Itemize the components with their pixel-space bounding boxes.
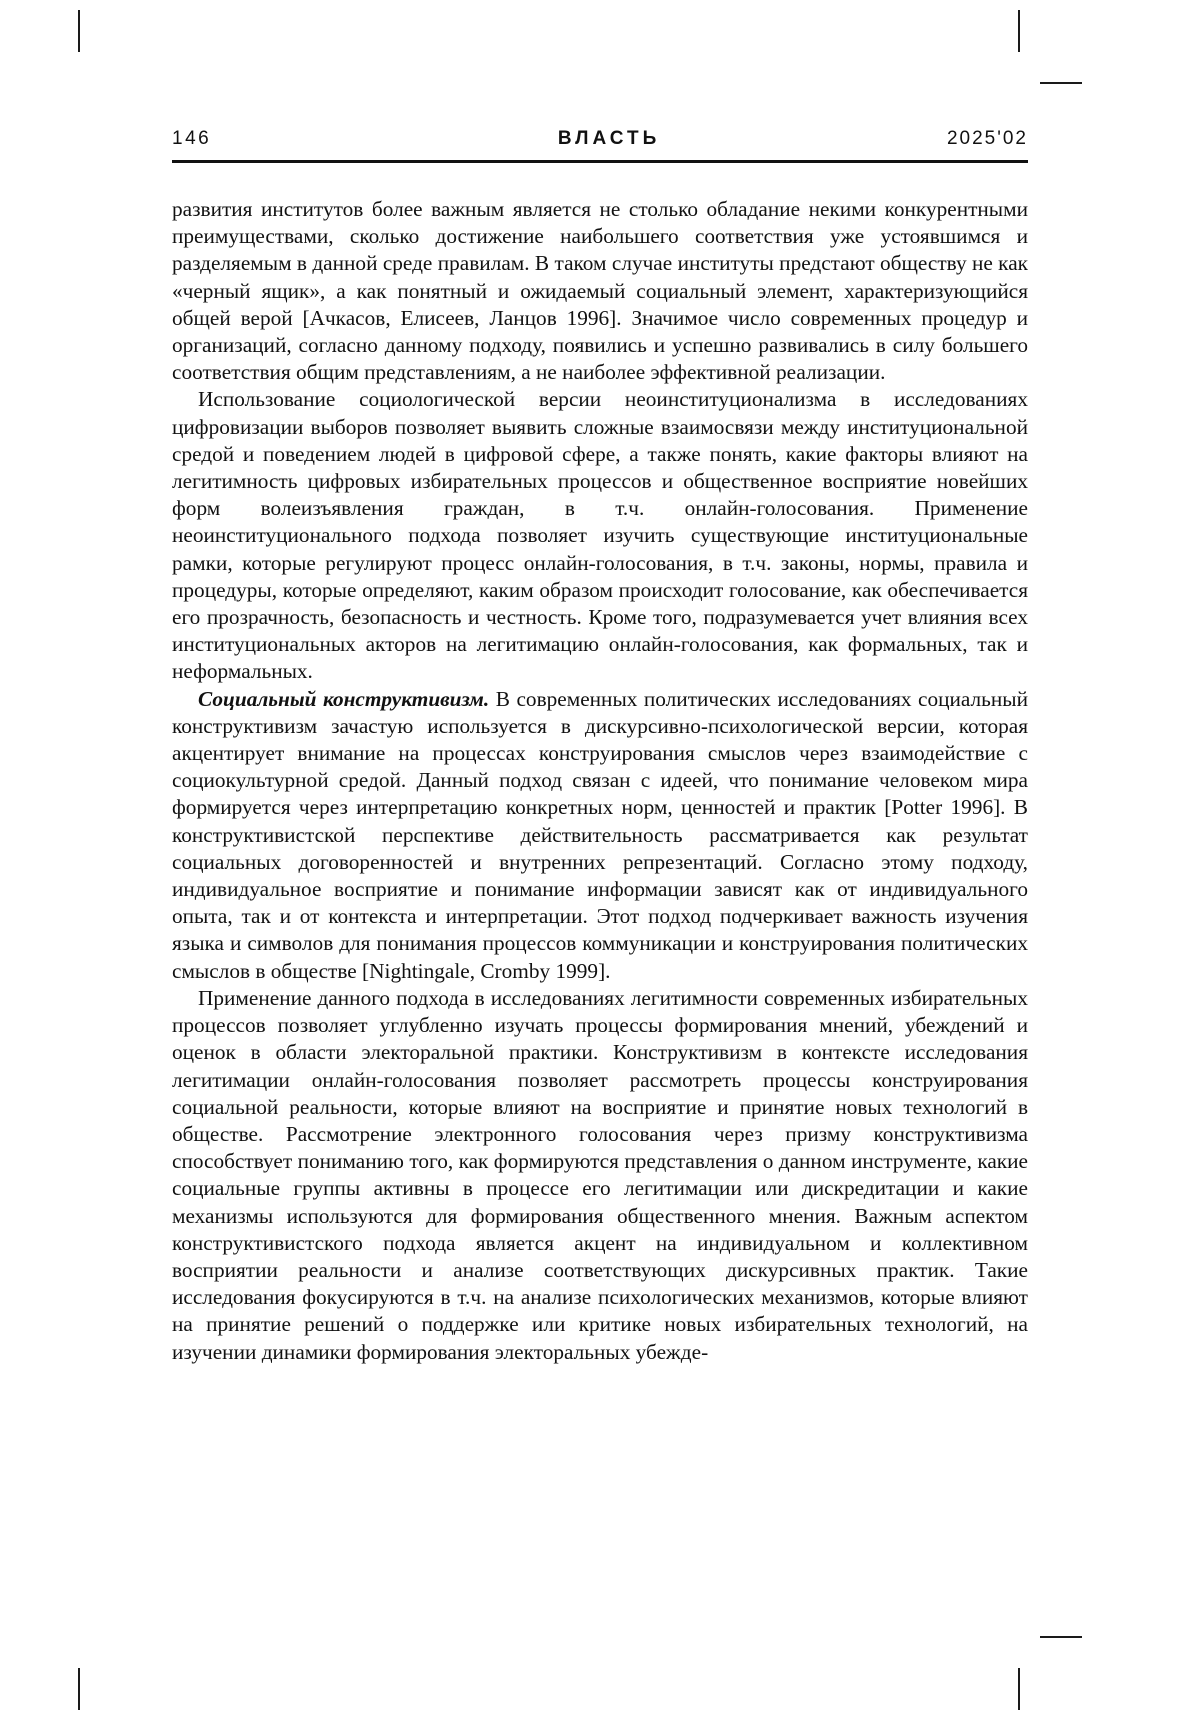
lead-term: Социальный конструктивизм.: [198, 686, 490, 711]
crop-mark-bottom-right-vertical: [1018, 1668, 1020, 1710]
paragraph-with-lead-term: [172, 686, 1028, 985]
crop-mark-top-right-vertical: [1018, 10, 1020, 52]
header-rule: [172, 160, 1028, 163]
journal-title: ВЛАСТЬ: [557, 128, 661, 149]
body-text-column: [172, 196, 1028, 1366]
issue-number: 2025'02: [946, 128, 1028, 149]
paragraph: развития институтов более важным является не столько обладание некими конкурентными преимуществами, сколько достижение наибольшего соответствия уже устоявшимся и разделяемым в данной среде правилам. В таком случае институты предстают обществу не как «черный ящик», а как понятный и ожидаемый социальный элемент, характеризующийся общей верой [Ачкасов, Елисеев, Ланцов 1996]. Значимое число современных процедур и организаций, согласно данному подходу, появились и успешно развивались в силу большего соответствия общим представлениям, а не наиболее эффективной реализации.: [172, 197, 1028, 385]
page-number: 146: [172, 128, 212, 149]
paragraph: Применение данного подхода в исследованиях легитимности современных избирательных процессов позволяет углубленно изучать процессы формирования мнений, убеждений и оценок в области электоральной практики. Конструктивизм в контексте исследования легитимации онлайн-голосования позволяет рассмотреть процессы конструирования социальной реальности, которые влияют на восприятие и принятие новых технологий в обществе. Рассмотрение электронного голосования через призму конструктивизма способствует пониманию того, как формируются представления о данном инструменте, какие социальные группы активны в процессе его легитимации или дискредитации и какие механизмы используются для формирования общественного мнения. Важным аспектом конструктивистского подхода является акцент на индивидуальном и коллективном восприятии реальности и анализе соответствующих дискурсивных практик. Такие исследования фокусируются в т.ч. на анализе психологических механизмов, которые влияют на принятие решений о поддержке или критике новых избирательных технологий, на изучении динамики формирования электоральных убежде-: [172, 985, 1028, 1364]
crop-mark-bottom-right-horizontal: [1040, 1636, 1082, 1638]
paragraph-text: В современных политических исследованиях социальный конструктивизм зачастую используется в дискурсивно-психологической версии, которая акцентирует внимание на процессах конструирования смыслов через взаимодействие с социокультурной средой. Данный подход связан с идеей, что понимание человеком мира формируется через интерпретацию конкретных норм, ценностей и практик [Potter 1996]. В конструктивистской перспективе действительность рассматривается как результат социальных договоренностей и внутренних репрезентаций. Согласно этому подходу, индивидуальное восприятие и понимание информации зависят как от индивидуального опыта, так и от контекста и интерпретации. Этот подход подчеркивает важность изучения языка и символов для понимания процессов коммуникации и конструирования политических смыслов в обществе [Nightingale, Cromby 1999].: [172, 686, 1028, 983]
running-head: [172, 128, 1028, 150]
crop-mark-bottom-left-vertical: [78, 1668, 80, 1710]
crop-mark-top-right-horizontal: [1040, 82, 1082, 84]
paragraph: Использование социологической версии неоинституционализма в исследованиях цифровизации выборов позволяет выявить сложные взаимосвязи между институциональной средой и поведением людей в цифровой сфере, а также понять, какие факторы влияют на легитимность цифровых избирательных процессов и общественное восприятие новейших форм волеизъявления граждан, в т.ч. онлайн-голосования. Применение неоинституционального подхода позволяет изучить существующие институциональные рамки, которые регулируют процесс онлайн-голосования, в т.ч. законы, нормы, правила и процедуры, которые определяют, каким образом происходит голосование, как обеспечивается его прозрачность, безопасность и честность. Кроме того, подразумевается учет влияния всех институциональных акторов на легитимацию онлайн-голосования, как формальных, так и неформальных.: [172, 387, 1028, 684]
crop-mark-top-left-vertical: [78, 10, 80, 52]
